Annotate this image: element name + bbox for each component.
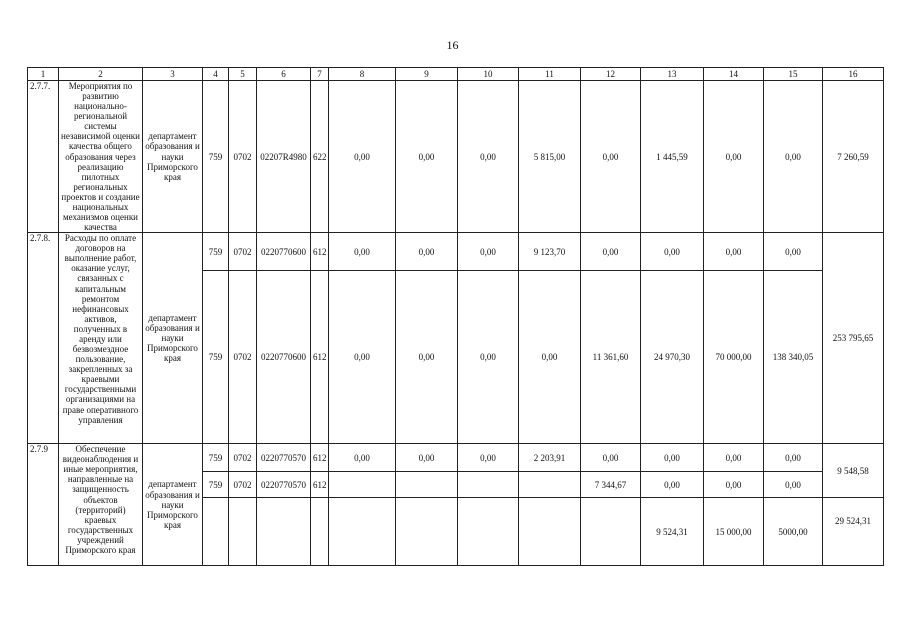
cell: 0,00 — [641, 444, 704, 472]
cell: 0,00 — [764, 444, 823, 472]
column-header: 14 — [704, 68, 764, 81]
cell: 0,00 — [519, 271, 581, 444]
row-id: 2.7.7. — [28, 81, 59, 233]
table-row — [28, 81, 884, 233]
cell: 0,00 — [704, 233, 764, 271]
cell — [203, 498, 229, 566]
row-agency: департамент образования и науки Приморского края — [143, 81, 203, 233]
cell: 1 445,59 — [641, 81, 704, 233]
column-header: 11 — [519, 68, 581, 81]
cell: 612 — [311, 271, 329, 444]
cell: 138 340,05 — [764, 271, 823, 444]
cell: 0,00 — [704, 81, 764, 233]
cell: 0220770570 — [257, 472, 311, 498]
cell: 11 361,60 — [581, 271, 641, 444]
cell — [229, 498, 257, 566]
column-header: 1 — [28, 68, 59, 81]
cell: 0220770600 — [257, 233, 311, 271]
cell: 622 — [311, 81, 329, 233]
column-header: 10 — [458, 68, 519, 81]
cell: 5 815,00 — [519, 81, 581, 233]
row-description: Обеспечение видеонаблюдения и иные мероприятия, направленные на защищенность объектов (территорий) краевых государственных учреждений Приморского края — [59, 444, 143, 566]
column-header: 7 — [311, 68, 329, 81]
cell: 0,00 — [764, 472, 823, 498]
cell: 0,00 — [396, 271, 458, 444]
cell: 0,00 — [704, 472, 764, 498]
cell: 0,00 — [581, 81, 641, 233]
cell — [458, 498, 519, 566]
cell: 02207R4980 — [257, 81, 311, 233]
cell — [396, 498, 458, 566]
cell: 0220770570 — [257, 444, 311, 472]
row-id: 2.7.9 — [28, 444, 59, 566]
cell: 0,00 — [641, 472, 704, 498]
cell: 0,00 — [764, 233, 823, 271]
cell: 70 000,00 — [704, 271, 764, 444]
cell: 7 260,59 — [823, 81, 884, 233]
column-header: 12 — [581, 68, 641, 81]
cell: 0,00 — [329, 271, 396, 444]
column-header: 13 — [641, 68, 704, 81]
cell: 0,00 — [458, 81, 519, 233]
row-id: 2.7.8. — [28, 233, 59, 444]
column-header: 4 — [203, 68, 229, 81]
cell: 24 970,30 — [641, 271, 704, 444]
cell: 2 203,91 — [519, 444, 581, 472]
cell: 612 — [311, 472, 329, 498]
row-description: Мероприятия по развитию национально-региональной системы независимой оценки качества общего образования через реализацию пилотных региональных проектов и создание национальных механизмов оценки качества — [59, 81, 143, 233]
row-agency: департамент образования и науки Приморского края — [143, 233, 203, 444]
cell: 0,00 — [641, 233, 704, 271]
cell — [311, 498, 329, 566]
cell: 253 795,65 — [823, 233, 884, 444]
column-header: 5 — [229, 68, 257, 81]
cell: 0,00 — [581, 233, 641, 271]
cell: 0,00 — [329, 444, 396, 472]
cell: 5000,00 — [764, 498, 823, 566]
cell — [458, 472, 519, 498]
cell: 0,00 — [581, 444, 641, 472]
cell: 9 548,58 — [823, 444, 884, 498]
cell — [329, 498, 396, 566]
column-header: 3 — [143, 68, 203, 81]
header-row — [28, 68, 884, 81]
cell: 0702 — [229, 444, 257, 472]
cell: 0702 — [229, 233, 257, 271]
cell: 612 — [311, 444, 329, 472]
cell: 7 344,67 — [581, 472, 641, 498]
cell: 0702 — [229, 81, 257, 233]
column-header: 2 — [59, 68, 143, 81]
cell: 759 — [203, 233, 229, 271]
cell — [519, 472, 581, 498]
cell: 0,00 — [458, 271, 519, 444]
row-agency: департамент образования и науки Приморского края — [143, 444, 203, 566]
column-header: 9 — [396, 68, 458, 81]
cell: 612 — [311, 233, 329, 271]
cell: 0,00 — [329, 233, 396, 271]
row-description: Расходы по оплате договоров на выполнение работ, оказание услуг, связанных с капитальным ремонтом нефинансовых активов, полученных в аренду или безвозмездное пользование, закрепленных за краевыми государственными организациями на праве оперативного управления — [59, 233, 143, 444]
budget-table — [27, 67, 884, 566]
cell: 0,00 — [396, 81, 458, 233]
cell: 0,00 — [764, 81, 823, 233]
column-header: 16 — [823, 68, 884, 81]
cell: 0,00 — [704, 444, 764, 472]
cell — [257, 498, 311, 566]
cell: 759 — [203, 444, 229, 472]
cell: 759 — [203, 81, 229, 233]
cell: 0,00 — [329, 81, 396, 233]
column-header: 8 — [329, 68, 396, 81]
cell: 0220770600 — [257, 271, 311, 444]
cell: 759 — [203, 271, 229, 444]
cell: 759 — [203, 472, 229, 498]
cell: 9 123,70 — [519, 233, 581, 271]
cell: 0,00 — [458, 444, 519, 472]
cell: 9 524,31 — [641, 498, 704, 566]
cell: 29 524,31 — [823, 498, 884, 566]
column-header: 6 — [257, 68, 311, 81]
cell: 0702 — [229, 472, 257, 498]
table-row — [28, 233, 884, 271]
cell — [519, 498, 581, 566]
cell: 0,00 — [458, 233, 519, 271]
cell — [396, 472, 458, 498]
page-number: 16 — [446, 38, 459, 52]
cell: 15 000,00 — [704, 498, 764, 566]
cell: 0702 — [229, 271, 257, 444]
table-row — [28, 444, 884, 472]
cell — [329, 472, 396, 498]
column-header: 15 — [764, 68, 823, 81]
cell: 0,00 — [396, 444, 458, 472]
cell — [581, 498, 641, 566]
cell: 0,00 — [396, 233, 458, 271]
